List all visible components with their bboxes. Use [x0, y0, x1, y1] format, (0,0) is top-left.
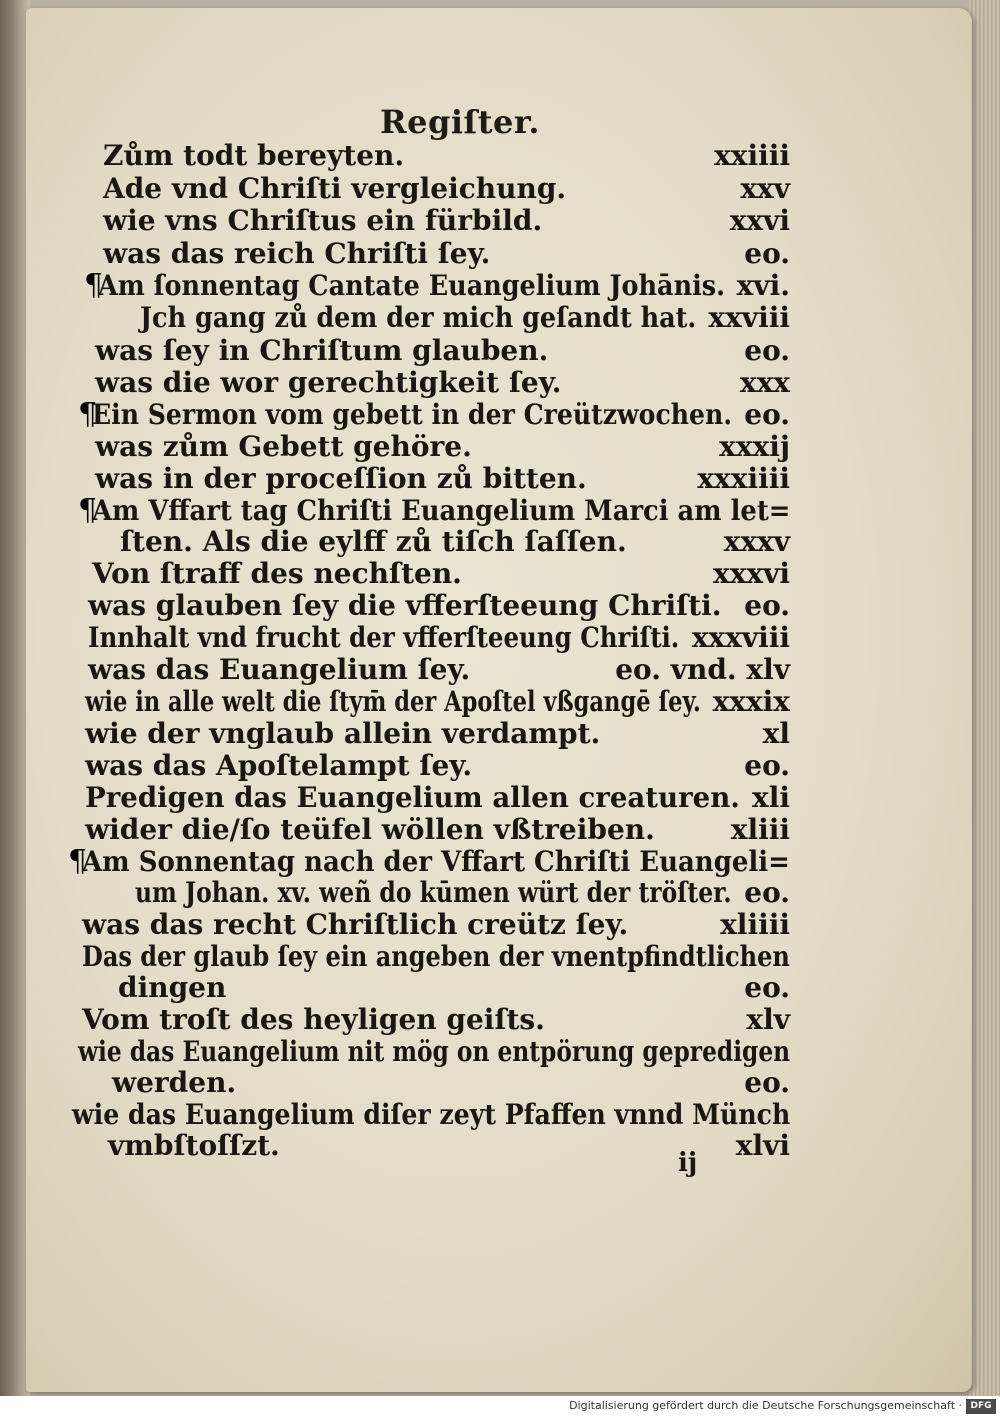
entry-folio: xlv — [746, 1003, 790, 1036]
entry-folio: xl — [762, 717, 790, 750]
entry-folio: eo. — [744, 398, 790, 431]
entry-folio: xxxij — [719, 430, 790, 463]
entry-folio: xvi. — [736, 269, 790, 302]
pilcrow-icon: ¶ — [84, 268, 104, 303]
entry-text: Ade vnd Chriſti vergleichung. — [103, 172, 567, 205]
entry-folio: xlvi — [735, 1129, 790, 1162]
register-entry — [0, 335, 790, 367]
register-entry — [0, 654, 790, 686]
register-entry — [0, 526, 790, 558]
entry-text: Am ſonnentag Cantate Euangelium Johānis. — [98, 269, 725, 302]
entry-folio: xxx — [739, 366, 790, 399]
register-entry — [0, 686, 790, 718]
entry-folio: xxxix — [712, 685, 790, 718]
register-entry — [0, 846, 790, 878]
entry-text: was das recht Chriſtlich creütz ſey. — [82, 908, 629, 941]
entry-folio: eo. — [744, 334, 790, 367]
entry-folio: xli — [752, 781, 790, 814]
entry-folio: eo. — [744, 1066, 790, 1099]
entry-folio: eo. vnd. xlv — [615, 653, 790, 686]
entry-text: wider die/ſo teüfel wöllen vßtreiben. — [85, 813, 655, 846]
entry-folio: xxiiii — [714, 139, 790, 172]
entry-folio: xliii — [730, 813, 790, 846]
register-entry — [0, 1130, 790, 1162]
entry-text: wie das Euangelium diſer zeyt Pfaffen vnnd Münch — [72, 1098, 791, 1131]
entry-text: was zům Gebett gehöre. — [95, 430, 472, 463]
register-entry — [0, 302, 790, 334]
entry-text: Vom troſt des heyligen geiſts. — [82, 1003, 545, 1036]
entry-text: Am Vffart tag Chriſti Euangelium Marci am let= — [92, 494, 791, 527]
entry-text: was die wor gerechtigkeit ſey. — [95, 366, 562, 399]
entry-folio: xxvi — [729, 204, 790, 237]
register-entry — [0, 367, 790, 399]
pilcrow-icon: ¶ — [78, 493, 98, 528]
entry-folio: xxxiiii — [697, 462, 790, 495]
register-entry — [0, 909, 790, 941]
register-entry — [0, 718, 790, 750]
dfg-logo: DFG — [966, 1399, 996, 1414]
register-entry — [0, 399, 790, 431]
register-entry — [0, 173, 790, 205]
entry-text: Von ſtraff des nechſten. — [92, 557, 462, 590]
entry-text: ſten. Als die eylff zů tiſch ſaſſen. — [120, 525, 627, 558]
register-entry — [0, 238, 790, 270]
entry-folio: eo. — [744, 876, 790, 909]
register-entry — [0, 877, 790, 909]
register-entry — [0, 972, 790, 1004]
entry-folio: xxxvi — [713, 557, 790, 590]
pilcrow-icon: ¶ — [68, 844, 88, 879]
register-entry — [0, 495, 790, 527]
entry-folio: eo. — [744, 971, 790, 1004]
entry-folio: xxviii — [708, 301, 790, 334]
entry-text: wie vns Chriſtus ein fürbild. — [103, 204, 543, 237]
entry-text: um Johan. xv. weñ do kūmen würt der tröſter. — [135, 876, 732, 909]
entry-text: was das reich Chriſti ſey. — [103, 237, 491, 270]
register-entry — [0, 1036, 790, 1068]
entry-text: was das Apoſtelampt ſey. — [85, 749, 473, 782]
entry-folio: xliiii — [720, 908, 790, 941]
entry-text: Jch gang zů dem der mich geſandt hat. — [140, 301, 697, 334]
register-entry — [0, 140, 790, 172]
pilcrow-icon: ¶ — [78, 397, 98, 432]
entry-text: was glauben ſey die vfferſteeung Chriſti. — [88, 589, 722, 622]
entry-text: wie das Euangelium nit mög on entpörung gepredigen — [78, 1035, 791, 1068]
entry-text: Zům todt bereyten. — [103, 139, 405, 172]
entry-folio: eo. — [744, 237, 790, 270]
entry-folio: xxxv — [723, 525, 790, 558]
entry-text: vmbſtoſſzt. — [108, 1129, 280, 1162]
footer-credit: Digitalisierung gefördert durch die Deutsche Forschungsgemeinschaft · — [569, 1399, 962, 1412]
register-entry — [0, 1004, 790, 1036]
entry-text: wie der vnglaub allein verdampt. — [85, 717, 601, 750]
register-entry — [0, 782, 790, 814]
register-entry — [0, 941, 790, 973]
entry-text: was in der proceſſion zů bitten. — [95, 462, 587, 495]
register-entry — [0, 622, 790, 654]
entry-text: werden. — [112, 1066, 237, 1099]
register-entry — [0, 1067, 790, 1099]
register-entry — [0, 205, 790, 237]
register-entry — [0, 590, 790, 622]
entry-folio: eo. — [744, 749, 790, 782]
entry-text: dingen — [118, 971, 227, 1004]
entry-text: Ein Sermon vom gebett in der Creützwochen. — [92, 398, 733, 431]
register-entry — [0, 750, 790, 782]
entry-text: Das der glaub ſey ein angeben der vnentpfindtlichen — [82, 940, 790, 973]
entry-text: wie in alle welt die ſtym̄ der Apoſtel vßgangē ſey. — [85, 685, 701, 718]
entry-text: Am Sonnentag nach der Vffart Chriſti Euangeli= — [82, 845, 790, 878]
entry-folio: xxxviii — [691, 621, 790, 654]
register-entry — [0, 1099, 790, 1131]
entry-text: was ſey in Chriſtum glauben. — [95, 334, 549, 367]
entry-folio: xxv — [740, 172, 790, 205]
signature-mark: ij — [678, 1148, 698, 1178]
footer-bar — [0, 1396, 1000, 1418]
register-entry — [0, 814, 790, 846]
entry-folio: eo. — [744, 589, 790, 622]
entry-text: Predigen das Euangelium allen creaturen. — [85, 781, 740, 814]
register-entry — [0, 270, 790, 302]
register-entry — [0, 431, 790, 463]
entry-text: was das Euangelium ſey. — [88, 653, 471, 686]
register-entry — [0, 463, 790, 495]
entry-text: Innhalt vnd frucht der vfferſteeung Chriſti. — [88, 621, 680, 654]
page-header: Regiſter. — [380, 103, 540, 141]
register-entry — [0, 558, 790, 590]
